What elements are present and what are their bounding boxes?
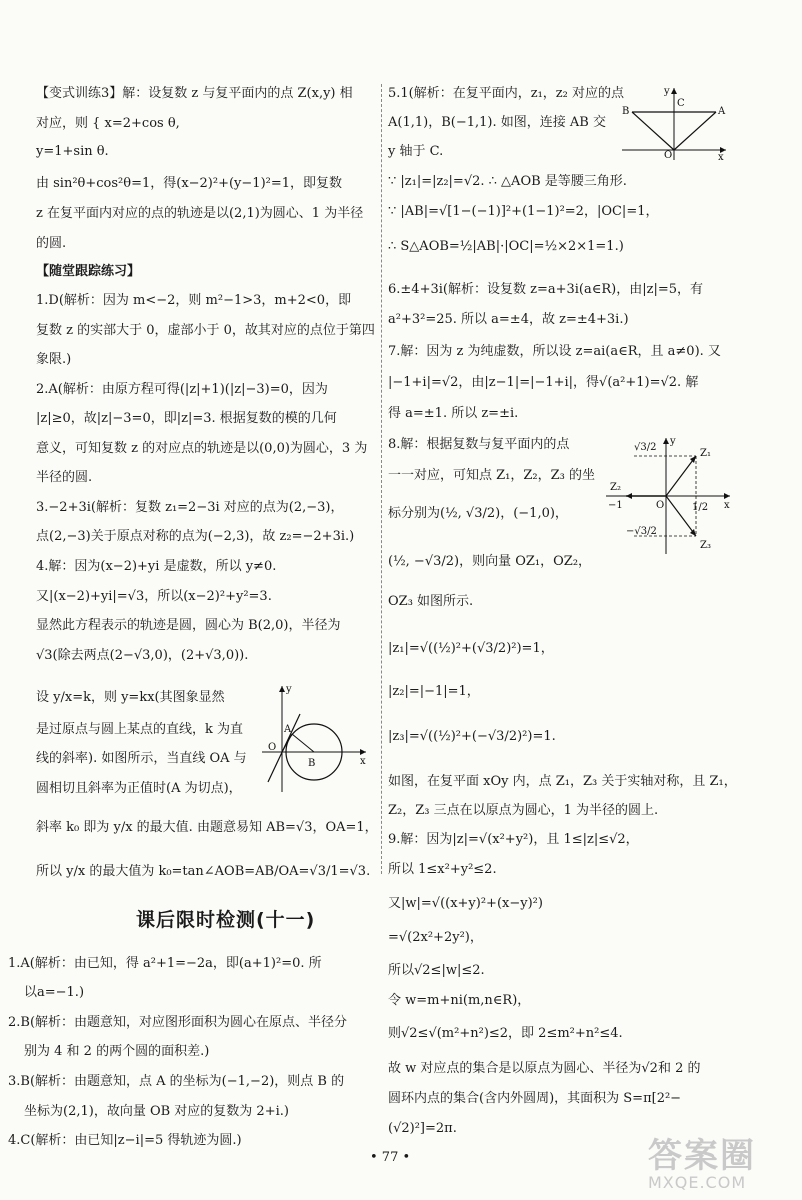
fig1-label-B: B	[308, 758, 316, 769]
left-text-line: 以a=−1.)	[24, 985, 85, 1000]
left-text-line: 又|(x−2)+yi|=√3，所以(x−2)²+y²=3.	[36, 589, 272, 604]
right-text-line: 6.±4+3i(解析：设复数 z=a+3i(a∈R)，由|z|=5，有	[388, 282, 703, 297]
figure-triangle-aob	[620, 84, 730, 164]
watermark-line1: 答案圈	[648, 1136, 756, 1176]
left-text-line: 4.C(解析：由已知|z−i|=5 得轨迹为圆.)	[8, 1133, 242, 1148]
left-text-line: 【变式训练3】解：设复数 z 与复平面内的点 Z(x,y) 相	[36, 86, 353, 101]
fig3-label-half: 1/2	[692, 502, 709, 513]
fig3-label-O: O	[656, 500, 665, 511]
fig1-label-O: O	[268, 742, 277, 753]
left-text-line: 课后限时检测(十一)	[136, 909, 316, 931]
left-text-line: 别为 4 和 2 的两个圆的面积差.)	[24, 1044, 210, 1059]
fig1-label-A: A	[284, 724, 292, 735]
left-text-line: 的圆.	[36, 236, 67, 251]
right-text-line: ∴ S△AOB=½|AB|·|OC|=½×2×1=1.)	[388, 239, 624, 254]
left-text-line: 斜率 k₀ 即为 y/x 的最大值. 由题意易知 AB=√3，OA=1，	[36, 820, 378, 835]
right-text-line: 标分别为(½, √3/2)，(−1,0)，	[388, 506, 568, 521]
left-text-line: 半径的圆.	[36, 470, 93, 485]
right-text-line: |z₁|=√((½)²+(√3/2)²)=1，	[388, 641, 554, 656]
left-text-line: 意义，可知复数 z 的对应点的轨迹是以(0,0)为圆心，3 为	[36, 441, 368, 456]
left-text-line: 1.D(解析：因为 m<−2，则 m²−1>3，m+2<0，即	[36, 293, 352, 308]
left-text-line: 复数 z 的实部大于 0，虚部小于 0，故其对应的点位于第四	[36, 323, 375, 338]
right-text-line: 故 w 对应点的集合是以原点为圆心、半径为√2和 2 的	[388, 1061, 701, 1076]
left-text-line: 显然此方程表示的轨迹是圆，圆心为 B(2,0)，半径为	[36, 618, 341, 633]
watermark	[648, 1128, 756, 1192]
column-divider	[381, 84, 382, 874]
right-text-line: =√(2x²+2y²)，	[388, 930, 483, 945]
right-text-line: 则√2≤√(m²+n²)≤2，即 2≤m²+n²≤4.	[388, 1026, 623, 1041]
right-text-line: ∵ |z₁|=|z₂|=√2. ∴ △AOB 是等腰三角形.	[388, 174, 627, 189]
right-text-line: y 轴于 C.	[388, 144, 444, 159]
right-text-line: |−1+i|=√2，由|z−1|=|−1+i|，得√(a²+1)=√2. 解	[388, 375, 699, 390]
right-text-line: OZ₃ 如图所示.	[388, 594, 474, 609]
left-text-line: √3(除去两点(2−√3,0)，(2+√3,0)).	[36, 648, 249, 663]
right-text-line: 又|w|=√((x+y)²+(x−y)²)	[388, 896, 543, 911]
left-text-line: 由 sin²θ+cos²θ=1，得(x−2)²+(y−1)²=1，即复数	[36, 176, 343, 191]
left-text-line: |z|≥0，故|z|−3=0，即|z|=3. 根据复数的模的几何	[36, 411, 337, 426]
right-text-line: 圆环内点的集合(含内外圆周)，其面积为 S=π[2²−	[388, 1091, 682, 1106]
fig3-label-neg1: −1	[608, 500, 623, 511]
right-text-line: 所以√2≤|w|≤2.	[388, 963, 485, 978]
left-text-line: 线的斜率). 如图所示，当直线 OA 与	[36, 751, 247, 766]
left-text-line: 对应，则 { x=2+cos θ,	[36, 116, 180, 131]
fig3-label-sqrt3-over-2: √3/2	[634, 442, 657, 453]
right-text-line: a²+3²=25. 所以 a=±4，故 z=±4+3i.)	[388, 312, 629, 327]
right-text-line: 一一对应，可知点 Z₁，Z₂，Z₃ 的坐	[388, 468, 595, 483]
left-text-line: 设 y/x=k，则 y=kx(其图象显然	[36, 690, 225, 705]
fig3-label-x: x	[724, 500, 730, 511]
right-text-line: 9.解：因为|z|=√(x²+y²)，且 1≤|z|≤√2，	[388, 832, 639, 847]
fig2-label-A: A	[718, 106, 726, 117]
figure-circle-tangent	[258, 682, 370, 794]
right-text-line: 5.1(解析：在复平面内，z₁，z₂ 对应的点	[388, 86, 624, 101]
fig2-label-O: O	[664, 150, 673, 161]
fig1-label-x: x	[360, 756, 366, 767]
page-number: • 77 •	[370, 1150, 411, 1165]
left-text-line: 3.B(解析：由题意知，点 A 的坐标为(−1,−2)，则点 B 的	[8, 1074, 345, 1089]
right-text-line: 7.解：因为 z 为纯虚数，所以设 z=ai(a∈R，且 a≠0). 又	[388, 344, 721, 359]
left-text-line: 点(2,−3)关于原点对称的点为(−2,3)，故 z₂=−2+3i.)	[36, 529, 355, 544]
right-text-line: Z₂，Z₃ 三点在以原点为圆心，1 为半径的圆上.	[388, 803, 659, 818]
left-text-line: 【随堂跟踪练习】	[36, 264, 141, 279]
fig1-label-y: y	[286, 684, 292, 695]
fig2-label-x: x	[718, 152, 724, 163]
right-text-line: (½, −√3/2)，则向量 OZ₁，OZ₂，	[388, 554, 592, 569]
right-text-line: 如图，在复平面 xOy 内，点 Z₁，Z₃ 关于实轴对称，且 Z₁，	[388, 774, 737, 789]
left-text-line: z 在复平面内对应的点的轨迹是以(2,1)为圆心、1 为半径	[36, 206, 364, 221]
right-text-line: ∵ |AB|=√[1−(−1)]²+(1−1)²=2，|OC|=1，	[388, 204, 659, 219]
fig3-label-neg-sqrt3-over-2: −√3/2	[626, 526, 657, 537]
left-text-line: 1.A(解析：由已知，得 a²+1=−2a，即(a+1)²=0. 所	[8, 956, 322, 971]
left-text-line: 3.−2+3i(解析：复数 z₁=2−3i 对应的点为(2,−3)，	[36, 500, 344, 515]
fig3-label-Z2: Z₂	[610, 482, 621, 493]
right-text-line: |z₂|=|−1|=1，	[388, 684, 480, 699]
fig2-label-C: C	[677, 98, 685, 109]
left-text-line: 圆相切且斜率为正值时(A 为切点)，	[36, 781, 242, 796]
right-text-line: (√2)²]=2π.	[388, 1121, 457, 1136]
figure-vectors-z	[604, 434, 734, 558]
right-text-line: 8.解：根据复数与复平面内的点	[388, 437, 570, 452]
right-text-line: 令 w=m+ni(m,n∈R)，	[388, 993, 531, 1008]
right-text-line: A(1,1)，B(−1,1). 如图，连接 AB 交	[388, 115, 606, 130]
fig3-label-Z1: Z₁	[700, 448, 711, 459]
left-text-line: 坐标为(2,1)，故向量 OB 对应的复数为 2+i.)	[24, 1104, 289, 1119]
right-text-line: 所以 1≤x²+y²≤2.	[388, 862, 497, 877]
fig3-label-Z3: Z₃	[700, 540, 711, 551]
left-text-line: 所以 y/x 的最大值为 k₀=tan∠AOB=AB/OA=√3/1=√3.	[36, 864, 371, 879]
fig2-label-B: B	[622, 106, 630, 117]
right-text-line: |z₃|=√((½)²+(−√3/2)²)=1.	[388, 729, 556, 744]
left-text-line: 2.A(解析：由原方程可得(|z|+1)(|z|−3)=0，因为	[36, 382, 328, 397]
fig2-label-y: y	[664, 86, 670, 97]
left-text-line: 象限.)	[36, 352, 72, 367]
left-text-line: 2.B(解析：由题意知，对应图形面积为圆心在原点、半径分	[8, 1015, 348, 1030]
left-text-line: 是过原点与圆上某点的直线，k 为直	[36, 722, 244, 737]
fig3-label-y: y	[670, 436, 676, 447]
watermark-line2: MXQE.COM	[648, 1173, 747, 1192]
right-text-line: 得 a=±1. 所以 z=±i.	[388, 406, 519, 421]
left-text-line: y=1+sin θ.	[36, 144, 109, 159]
left-text-line: 4.解：因为(x−2)+yi 是虚数，所以 y≠0.	[36, 559, 277, 574]
